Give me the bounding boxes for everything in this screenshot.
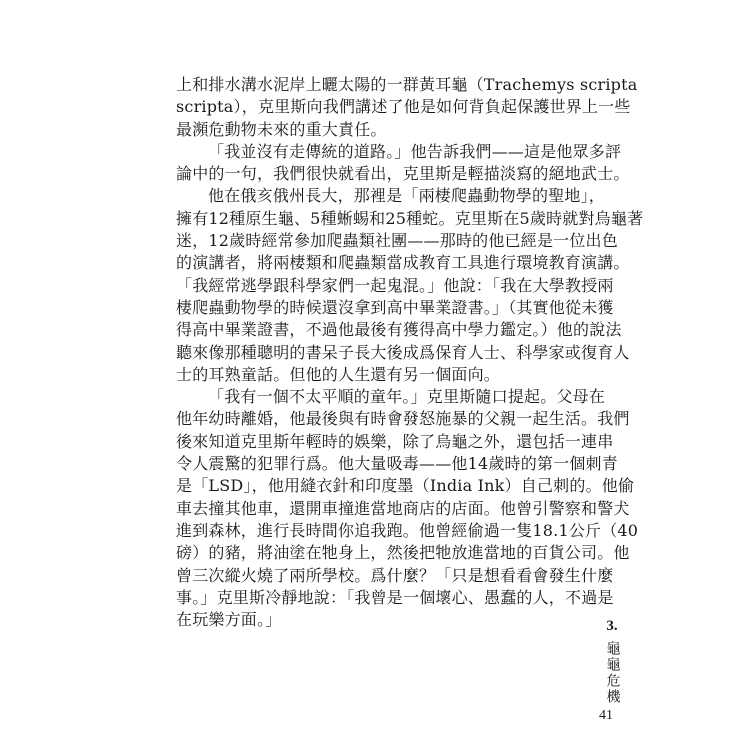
text-line: 上和排水溝水泥岸上曬太陽的一群黃耳龜（Trachemys scripta [176, 75, 638, 94]
page-number: 41 [599, 708, 613, 723]
text-line: 迷，12歲時經常參加爬蟲類社團——那時的他已經是一位出色 [176, 231, 618, 251]
text-line: 「我有一個不太平順的童年。」克里斯隨口提起。父母在 [208, 387, 606, 407]
text-line: 後來知道克里斯年輕時的娛樂，除了烏龜之外，還包括一連串 [176, 431, 614, 451]
text-line: 磅）的豬，將油塗在牠身上，然後把牠放進當地的百貨公司。他 [176, 543, 630, 563]
chapter-title: 龜龜危機 [604, 641, 621, 705]
text-line: 車去撞其他車，還開車撞進當地商店的店面。他曾引警察和警犬 [176, 498, 630, 518]
text-line: 他在俄亥俄州長大，那裡是「兩棲爬蟲動物學的聖地」， [208, 186, 606, 206]
text-line: 論中的一句，我們很快就看出，克里斯是輕描淡寫的絕地武士。 [176, 164, 630, 184]
text-line: scripta），克里斯向我們講述了他是如何背負起保護世界上一些 [176, 97, 631, 117]
chapter-number: 3. [606, 618, 618, 634]
body-text [176, 74, 644, 631]
text-line: 令人震驚的犯罪行爲。他大量吸毒——他14歲時的第一個刺青 [176, 454, 618, 474]
text-line: 最瀕危動物未來的重大責任。 [176, 119, 387, 139]
text-line: 進到森林，進行長時間你追我跑。他曾經偷過一隻18.1公斤（40 [176, 520, 639, 540]
text-line: 事。」克里斯冷靜地說：「我曾是一個壞心、愚蠢的人，不過是 [176, 587, 614, 607]
text-line: 得高中畢業證書，不過他最後有獲得高中學力鑑定。）他的說法 [176, 320, 622, 340]
text-line: 是「LSD」，他用縫衣針和印度墨（India Ink）自己刺的。他偷 [176, 476, 635, 496]
text-line: 他年幼時離婚，他最後與有時會發怒施暴的父親一起生活。我們 [176, 409, 630, 429]
text-line: 擁有12種原生龜、5種蜥蜴和25種蛇。克里斯在5歲時就對烏龜著 [176, 208, 644, 228]
text-line: 聽來像那種聰明的書呆子長大後成爲保育人士、科學家或復育人 [176, 342, 630, 362]
text-line: 的演講者，將兩棲類和爬蟲類當成教育工具進行環境教育演講。 [176, 253, 630, 273]
text-line: 棲爬蟲動物學的時候還沒拿到高中畢業證書。」（其實他從未獲 [176, 297, 614, 317]
chapter-marker [600, 618, 624, 705]
text-line: 士的耳熟童話。但他的人生還有另一個面向。 [176, 364, 501, 384]
text-line: 「我並沒有走傳統的道路。」他告訴我們——這是他眾多評 [208, 141, 622, 161]
text-line: 曾三次縱火燒了兩所學校。爲什麼？「只是想看看會發生什麼 [176, 565, 614, 585]
text-line: 「我經常逃學跟科學家們一起鬼混。」他說：「我在大學教授兩 [176, 275, 614, 295]
text-line: 在玩樂方面。」 [176, 610, 282, 630]
